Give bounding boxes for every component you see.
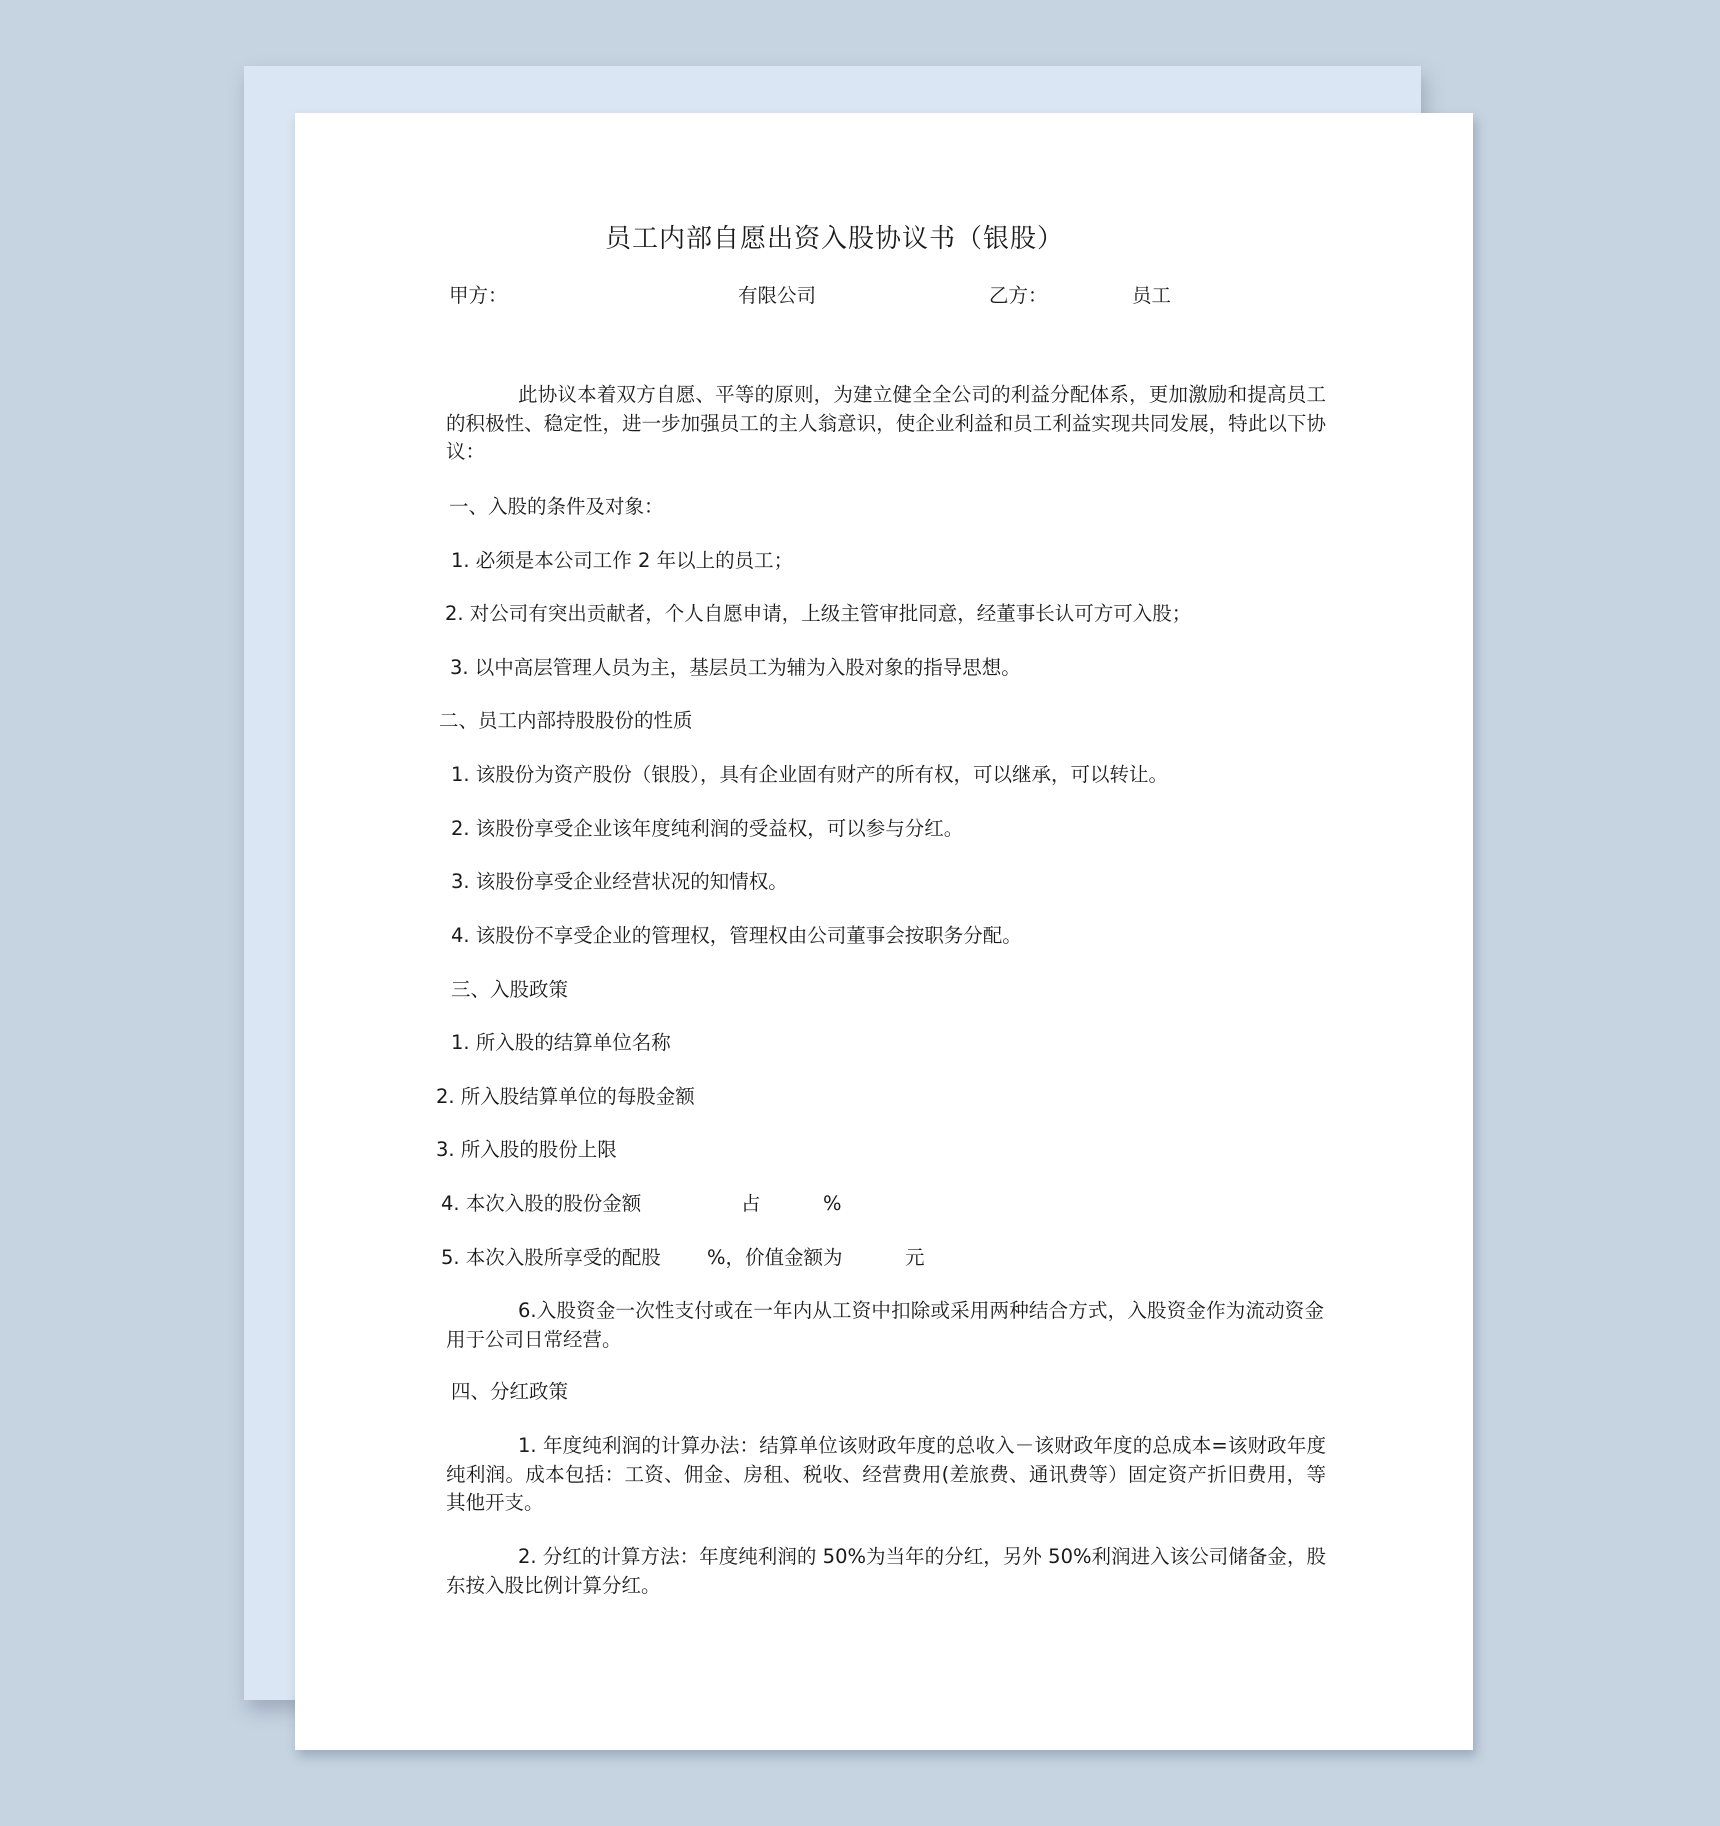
- section-heading: 一、入股的条件及对象：: [449, 495, 664, 518]
- party-a-value: 有限公司: [738, 284, 817, 307]
- section-heading: 三、入股政策: [451, 978, 569, 1001]
- section-heading: 二、员工内部持股股份的性质: [439, 709, 693, 732]
- document-page: [295, 113, 1473, 1750]
- list-item: 2. 该股份享受企业该年度纯利润的受益权，可以参与分红。: [451, 817, 964, 840]
- party-b-value: 员工: [1132, 284, 1172, 307]
- list-item: 1. 所入股的结算单位名称: [451, 1031, 671, 1054]
- list-item: 3. 该股份享受企业经营状况的知情权。: [451, 870, 788, 893]
- item5-label: 5. 本次入股所享受的配股: [441, 1246, 661, 1269]
- item6-paragraph: 6.入股资金一次性支付或在一年内从工资中扣除或采用两种结合方式，入股资金作为流动资金用于公司日常经营。: [446, 1299, 1324, 1351]
- item5-yuan: 元: [905, 1246, 925, 1269]
- list-item: 3. 以中高层管理人员为主，基层员工为辅为入股对象的指导思想。: [450, 656, 1021, 679]
- list-item: 4. 该股份不享受企业的管理权，管理权由公司董事会按职务分配。: [451, 924, 1022, 947]
- document-body: [295, 113, 1473, 1750]
- list-item: 1. 必须是本公司工作 2 年以上的员工；: [451, 549, 794, 572]
- section-heading: 四、分红政策: [451, 1380, 569, 1403]
- list-item: 2. 对公司有突出贡献者，个人自愿申请，上级主管审批同意，经董事长认可方可入股；: [445, 602, 1192, 625]
- document-title: 员工内部自愿出资入股协议书（银股）: [605, 224, 1065, 254]
- item4-percent: %: [823, 1192, 842, 1215]
- dividend-item-2: 2. 分红的计算方法：年度纯利润的 50%为当年的分红，另外 50%利润进入该公司储备金，股东按入股比例计算分红。: [446, 1545, 1326, 1597]
- list-item: 3. 所入股的股份上限: [436, 1138, 617, 1161]
- party-b-label: 乙方：: [989, 284, 1048, 307]
- dividend-item-1: 1. 年度纯利润的计算办法：结算单位该财政年度的总收入－该财政年度的总成本=该财政年度纯利润。成本包括：工资、佣金、房租、税收、经营费用(差旅费、通讯费等）固定资产折旧费用，等其他开支。: [446, 1434, 1326, 1514]
- list-item: 1. 该股份为资产股份（银股），具有企业固有财产的所有权，可以继承，可以转让。: [451, 763, 1169, 786]
- list-item: 2. 所入股结算单位的每股金额: [436, 1085, 695, 1108]
- item5-value-label: %，价值金额为: [707, 1246, 843, 1269]
- item4-label: 4. 本次入股的股份金额: [441, 1192, 642, 1215]
- item4-share-label: 占: [741, 1192, 761, 1215]
- preamble-paragraph: 此协议本着双方自愿、平等的原则，为建立健全全公司的利益分配体系，更加激励和提高员工的积极性、稳定性，进一步加强员工的主人翁意识，使企业利益和员工利益实现共同发展，特此以下协议：: [446, 383, 1326, 463]
- party-a-label: 甲方：: [449, 284, 508, 307]
